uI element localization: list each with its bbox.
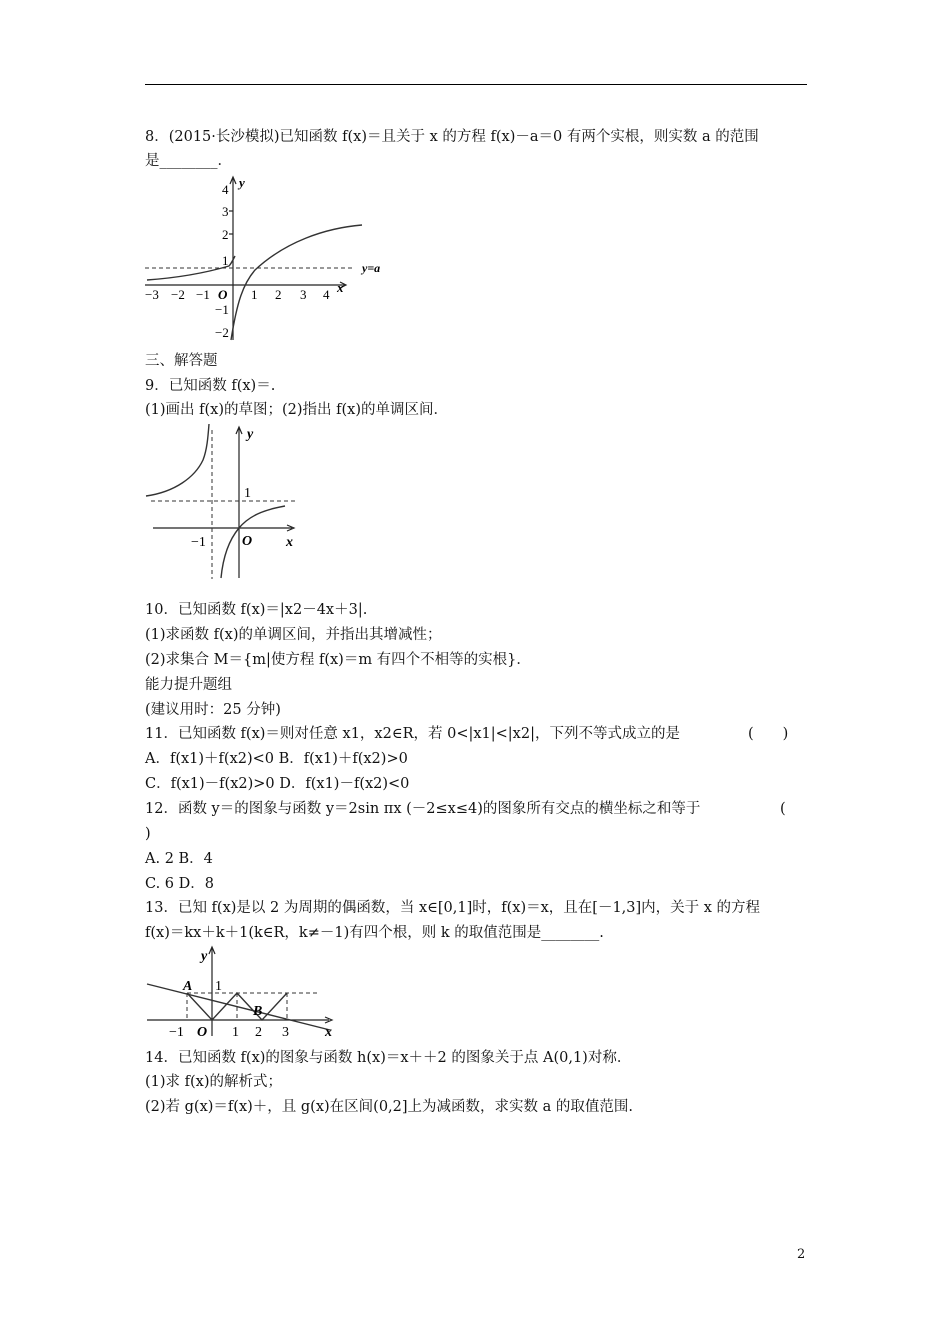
fig8-x-label: x (337, 280, 344, 295)
fig8-ytick-label: −2 (215, 325, 229, 340)
q11-answer-paren: ( ) (748, 726, 789, 742)
fig8-line-label: y=a (362, 261, 381, 275)
fig13-xtick-label: −1 (169, 1025, 184, 1040)
fig13-one-label: 1 (215, 979, 222, 994)
q12-stem: 12．函数 y＝的图象与函数 y＝2sin πx (－2≤x≤4)的图象所有交点的横坐标之和等于 (145, 801, 701, 817)
q14-line2: (1)求 f(x)的解析式； (145, 1074, 283, 1090)
fig9-origin-label: O (242, 534, 253, 549)
fig9-y-label: y (247, 427, 254, 442)
fig13-line (147, 984, 330, 1030)
q12-paren-close: ) (145, 826, 151, 842)
q13-line1: 13．已知 f(x)是以 2 为周期的偶函数，当 x∈[0,1]时，f(x)＝x，且在[－1,3]内，关于 x 的方程 (145, 900, 761, 916)
q12-options-ab: A. 2 B．4 (145, 851, 213, 867)
fig9-minus-one-label: −1 (191, 535, 206, 550)
section-heading: 三、解答题 (145, 353, 218, 369)
fig8-ytick-label: 4 (222, 182, 229, 197)
q11-stem: 11．已知函数 f(x)＝则对任意 x1，x2∈R，若 0<|x1|<|x2|，下列不等式成立的是 (145, 726, 680, 742)
fig13-x-label: x (325, 1025, 332, 1040)
figure-q9-graph (145, 422, 305, 582)
fig8-xtick-label: 3 (300, 287, 307, 302)
q10-line3: (2)求集合 M＝{m|使方程 f(x)＝m 有四个不相等的实根}． (145, 652, 531, 668)
figure-q8-graph (145, 172, 385, 344)
q8-line2: 是________． (145, 153, 232, 169)
fig8-origin-label: O (218, 287, 228, 302)
fig8-xtick-label: 2 (275, 287, 282, 302)
fig13-xtick-label: 1 (232, 1025, 239, 1040)
q14-line3: (2)若 g(x)＝f(x)＋，且 g(x)在区间(0,2]上为减函数，求实数 a 的取值范围. (145, 1099, 634, 1115)
q14-line1: 14．已知函数 f(x)的图象与函数 h(x)＝x＋＋2 的图象关于点 A(0,1)对称． (145, 1050, 632, 1066)
fig9-curve-left (146, 424, 209, 496)
q13-line2: f(x)＝kx＋k＋1(k∈R，k≠－1)有四个根，则 k 的取值范围是________. (145, 925, 604, 941)
page-number: 2 (797, 1247, 806, 1262)
q12-paren-open: ( (780, 801, 786, 817)
fig8-ytick-label: 1 (222, 253, 229, 268)
fig8-xtick-label: −2 (171, 287, 185, 302)
fig13-xtick-label: 2 (255, 1025, 262, 1040)
fig13-origin-label: O (197, 1025, 208, 1040)
q10-line2: (1)求函数 f(x)的单调区间，并指出其增减性； (145, 627, 442, 643)
q8-line1: 8．(2015·长沙模拟)已知函数 f(x)＝且关于 x 的方程 f(x)－a＝0 有两个实根，则实数 a 的范围 (145, 129, 759, 145)
q11-options-ab: A．f(x1)＋f(x2)<0 B．f(x1)＋f(x2)>0 (145, 751, 408, 767)
fig8-y-label: y (239, 175, 245, 190)
q11-options-cd: C．f(x1)－f(x2)>0 D．f(x1)－f(x2)<0 (145, 776, 410, 792)
fig8-xtick-label: 1 (251, 287, 258, 302)
fig8-xtick-label: 4 (323, 287, 330, 302)
fig9-curve-right (221, 506, 285, 578)
q9-line2: (1)画出 f(x)的草图；(2)指出 f(x)的单调区间． (145, 402, 449, 418)
fig8-ytick-label: 3 (222, 204, 229, 219)
fig9-x-label: x (286, 535, 293, 550)
fig8-xtick-label: −3 (145, 287, 159, 302)
fig13-point-a-label: A (183, 979, 193, 994)
fig8-ytick-label: 2 (222, 227, 229, 242)
fig8-ytick-label: −1 (215, 302, 229, 317)
q12-options-cd: C. 6 D．8 (145, 876, 214, 892)
q9-line1: 9．已知函数 f(x)＝. (145, 378, 276, 394)
fig9-one-label: 1 (244, 486, 251, 501)
fig8-xtick-label: −1 (196, 287, 210, 302)
q10-line1: 10．已知函数 f(x)＝|x2－4x＋3|. (145, 602, 368, 618)
suggested-time: (建议用时：25 分钟) (145, 702, 281, 718)
fig13-y-label: y (201, 949, 208, 964)
group-title: 能力提升题组 (145, 677, 232, 693)
figure-q13-graph (145, 944, 345, 1040)
fig13-point-b-label: B (253, 1004, 263, 1019)
header-rule (145, 84, 807, 85)
fig13-xtick-label: 3 (282, 1025, 289, 1040)
